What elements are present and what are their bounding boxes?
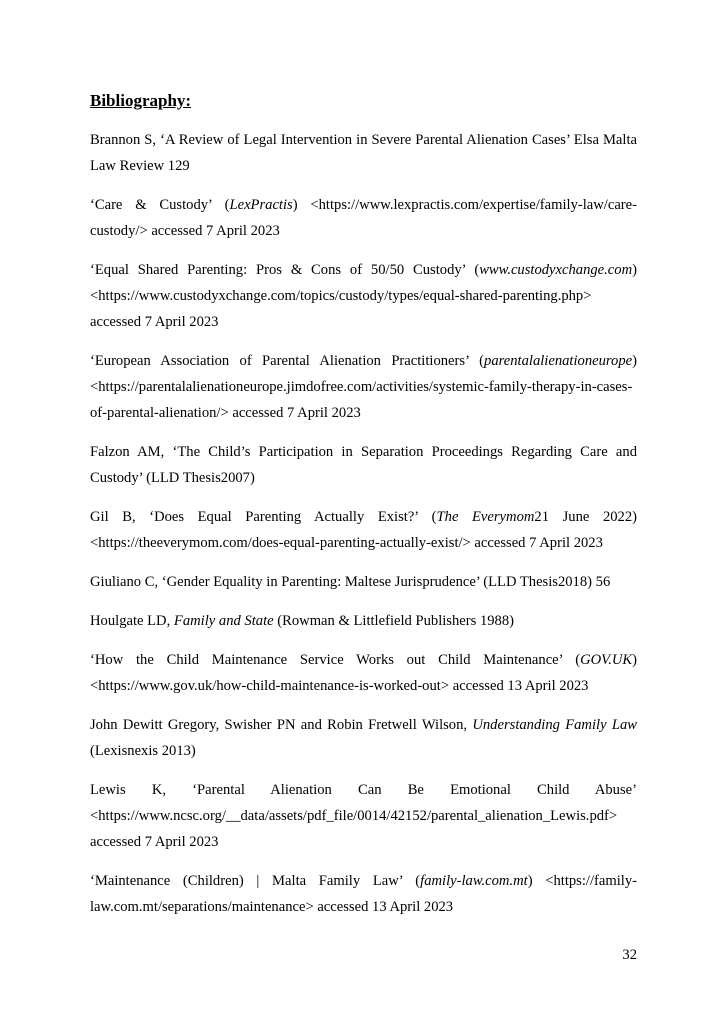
entry-segment: (Lexisnexis 2013) <box>90 743 196 759</box>
entry-segment: John Dewitt Gregory, Swisher PN and Robin Fretwell Wilson, <box>90 717 473 733</box>
entry-segment: Lewis K, ‘Parental Alienation Can Be Emotional Child Abuse’ <https://www.ncsc.org/__data/assets/pdf_file/0014/42152/parental_alienation_Lewis.pdf> accessed 7 April 2023 <box>90 782 637 850</box>
bibliography-entry <box>90 777 637 855</box>
entry-segment: Gil B, ‘Does Equal Parenting Actually Exist?’ ( <box>90 509 437 525</box>
entry-segment: ) <https://parentalalienationeurope.jimdofree.com/activities/systemic-family-therapy-in-cases-of-parental-alienation/> accessed 7 April 2023 <box>90 353 637 421</box>
bibliography-entry <box>90 504 637 556</box>
bibliography-heading: Bibliography: <box>90 91 192 110</box>
entry-segment: ‘Care & Custody’ ( <box>90 197 230 213</box>
entry-segment: ‘How the Child Maintenance Service Works out Child Maintenance’ ( <box>90 652 581 668</box>
entry-segment-italic: www.custodyxchange.com <box>479 262 633 278</box>
entry-segment-italic: family-law.com.mt <box>420 873 528 889</box>
bibliography-entry <box>90 127 637 179</box>
bibliography-entry <box>90 712 637 764</box>
entry-segment-italic: The Everymom <box>436 509 535 525</box>
entry-segment-italic: Family and State <box>173 613 274 629</box>
entry-segment: ‘European Association of Parental Alienation Practitioners’ ( <box>90 353 485 369</box>
entry-segment: ) <https://www.lexpractis.com/expertise/family-law/care-custody/> accessed 7 April 2023 <box>90 197 638 239</box>
entry-segment: Houlgate LD, <box>90 613 174 629</box>
entry-segment: ‘Equal Shared Parenting: Pros & Cons of 50/50 Custody’ ( <box>90 262 480 278</box>
bibliography-entry <box>90 192 637 244</box>
bibliography-entry <box>90 608 637 634</box>
entry-segment: ) <https://www.custodyxchange.com/topics/custody/types/equal-shared-parenting.php> accessed 7 April 2023 <box>90 262 637 330</box>
bibliography-entry <box>90 257 637 335</box>
entry-segment: ) <https://family-law.com.mt/separations/maintenance> accessed 13 April 2023 <box>90 873 637 915</box>
entry-segment: (Rowman & Littlefield Publishers 1988) <box>273 613 514 629</box>
page-number: 32 <box>622 947 637 963</box>
bibliography-entry <box>90 439 637 491</box>
entry-segment-italic: Understanding Family Law <box>472 717 637 733</box>
bibliography-list <box>90 127 637 920</box>
bibliography-entry <box>90 348 637 426</box>
entry-segment: 21 June 2022) <https://theeverymom.com/does-equal-parenting-actually-exist/> accessed 7 April 2023 <box>90 509 637 551</box>
entry-segment: ‘Maintenance (Children) | Malta Family Law’ ( <box>90 873 421 889</box>
bibliography-entry <box>90 868 637 920</box>
bibliography-entry <box>90 569 637 595</box>
entry-segment-italic: LexPractis <box>229 197 293 213</box>
entry-segment: ) <https://www.gov.uk/how-child-maintenance-is-worked-out> accessed 13 April 2023 <box>90 652 637 694</box>
entry-segment-italic: parentalalienationeurope <box>484 353 633 369</box>
entry-segment: Giuliano C, ‘Gender Equality in Parenting: Maltese Jurisprudence’ (LLD Thesis2018) 56 <box>90 574 611 590</box>
document-page <box>90 88 637 933</box>
entry-segment: Brannon S, ‘A Review of Legal Intervention in Severe Parental Alienation Cases’ Elsa Malta Law Review 129 <box>90 132 637 174</box>
entry-segment-italic: GOV.UK <box>580 652 633 668</box>
bibliography-entry <box>90 647 637 699</box>
entry-segment: Falzon AM, ‘The Child’s Participation in Separation Proceedings Regarding Care and Custody’ (LLD Thesis2007) <box>90 444 637 486</box>
